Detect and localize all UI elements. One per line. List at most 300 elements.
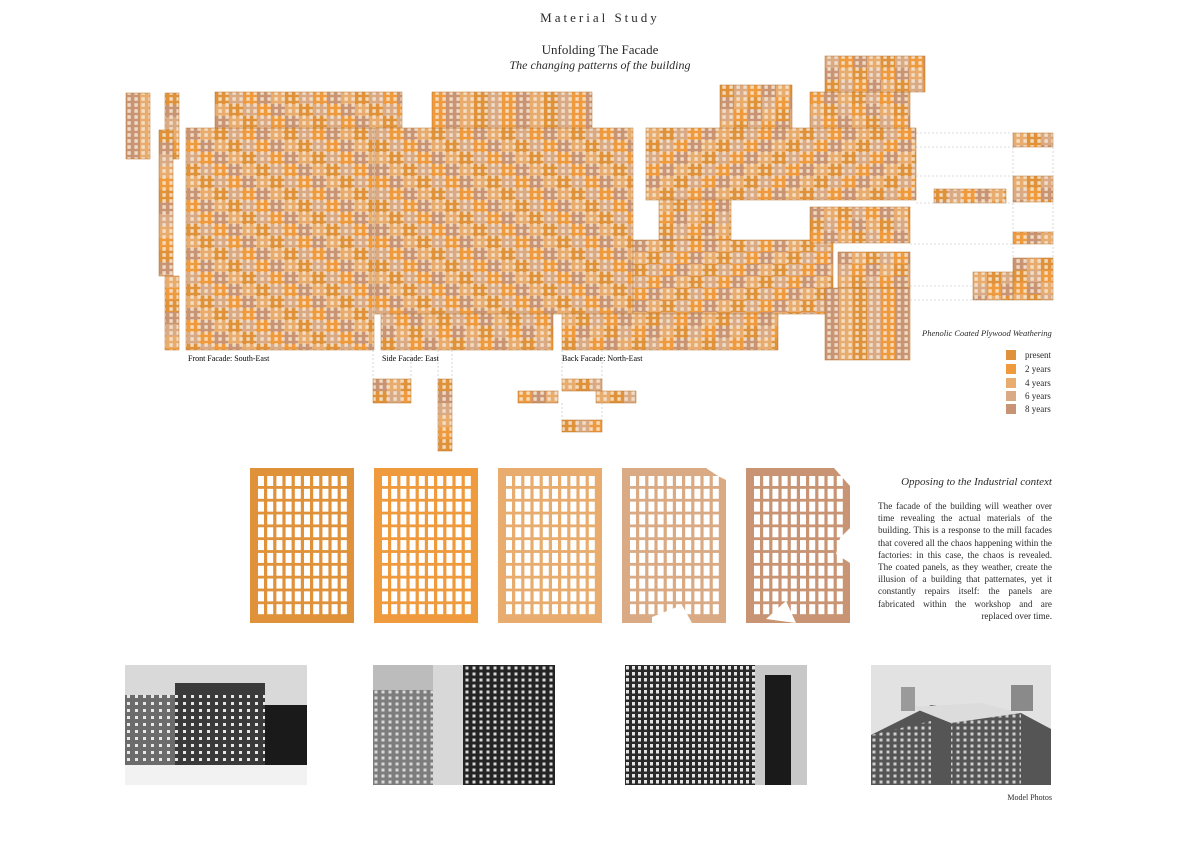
- panel-opening: [267, 553, 273, 563]
- facade-panel-openings: [507, 326, 521, 338]
- panel-opening: [713, 476, 719, 486]
- panel-opening: [456, 579, 462, 589]
- facade-panel-openings: [459, 128, 473, 140]
- panel-opening: [276, 591, 282, 601]
- facade-panel-openings: [200, 212, 214, 224]
- facade-panel-openings: [825, 312, 839, 324]
- facade-panel-openings: [165, 276, 179, 288]
- panel-opening: [258, 476, 264, 486]
- panel-opening: [428, 489, 434, 499]
- facade-panel-openings: [493, 326, 507, 338]
- facade-panel-openings: [326, 164, 340, 176]
- facade-panel-openings: [787, 312, 801, 314]
- facade-panel-openings: [270, 248, 284, 260]
- legend-item-6-years: 6 years: [1006, 390, 1051, 402]
- facade-panel-openings: [731, 264, 745, 276]
- facade-panel-openings: [501, 284, 515, 296]
- facade-panel-openings: [228, 128, 242, 140]
- facade-panel-openings: [242, 344, 256, 350]
- facade-panel-openings: [576, 379, 590, 391]
- facade-panel-openings: [140, 141, 150, 153]
- facade-panel-openings: [284, 308, 298, 320]
- facade-panel-openings: [375, 308, 389, 314]
- facade-panel-openings: [423, 314, 437, 326]
- facade-panel-openings: [1013, 145, 1027, 147]
- panel-opening: [400, 514, 406, 524]
- facade-panel-openings: [403, 248, 417, 260]
- facade-panel-openings: [445, 236, 459, 248]
- facade-panel-openings: [473, 212, 487, 224]
- facade-panel-openings: [375, 200, 389, 212]
- panel-opening: [800, 591, 806, 601]
- facade-panel-openings: [884, 188, 898, 200]
- facade-panel-openings: [326, 344, 340, 350]
- facade-panel-openings: [501, 212, 515, 224]
- facade-panel-openings: [270, 296, 284, 308]
- facade-panel-openings: [459, 248, 473, 260]
- facade-panel-openings: [242, 140, 256, 152]
- panel-opening: [391, 489, 397, 499]
- facade-panel-openings: [673, 236, 687, 240]
- facade-panel-openings: [702, 188, 716, 200]
- panel-opening: [419, 502, 425, 512]
- panel-opening: [630, 502, 636, 512]
- facade-panel-openings: [460, 116, 474, 128]
- facade-panel-openings: [518, 391, 532, 403]
- facade-panel-openings: [446, 104, 460, 116]
- panel-opening: [515, 553, 521, 563]
- facade-panel-openings: [284, 296, 298, 308]
- panel-opening: [772, 527, 778, 537]
- facade-panel-openings: [674, 152, 688, 164]
- panel-opening: [428, 527, 434, 537]
- facade-panel-openings: [744, 338, 758, 350]
- facade-panel-openings: [298, 296, 312, 308]
- facade-panel-openings: [243, 92, 257, 104]
- panel-opening: [580, 527, 586, 537]
- facade-panel-openings: [389, 188, 403, 200]
- facade-panel-openings: [242, 212, 256, 224]
- facade-panel-openings: [530, 92, 544, 104]
- facade-panel-openings: [716, 152, 730, 164]
- panel-opening: [589, 476, 595, 486]
- panel-opening: [286, 476, 292, 486]
- facade-panel-openings: [298, 200, 312, 212]
- panel-opening: [667, 514, 673, 524]
- facade-panel-openings: [610, 391, 624, 403]
- facade-panel-openings: [773, 300, 787, 312]
- facade-panel-openings: [389, 224, 403, 236]
- panel-opening: [639, 604, 645, 614]
- facade-panel-openings: [571, 200, 585, 212]
- facade-panel-openings: [661, 312, 675, 314]
- facade-panel-openings: [431, 188, 445, 200]
- panel-opening: [754, 553, 760, 563]
- panel-opening: [561, 553, 567, 563]
- facade-panel-openings: [842, 140, 856, 152]
- facade-panel-openings: [689, 252, 703, 264]
- panel-opening: [456, 566, 462, 576]
- facade-panel-openings: [403, 284, 417, 296]
- panel-opening: [286, 489, 292, 499]
- photos-caption: Model Photos: [1007, 793, 1052, 802]
- facade-panel-openings: [934, 189, 948, 201]
- facade-panel-openings: [368, 128, 374, 140]
- panel-opening: [552, 579, 558, 589]
- facade-panel-openings: [432, 116, 446, 128]
- facade-panel-openings: [298, 152, 312, 164]
- panel-opening: [437, 527, 443, 537]
- facade-panel-openings: [284, 272, 298, 284]
- facade-panel-openings: [674, 140, 688, 152]
- panel-opening: [639, 502, 645, 512]
- panel-opening: [828, 604, 834, 614]
- facade-panel-openings: [140, 129, 150, 141]
- panel-opening: [791, 579, 797, 589]
- facade-panel-openings: [786, 164, 800, 176]
- facade-panel-openings: [529, 164, 543, 176]
- facade-panel-openings: [431, 164, 445, 176]
- facade-panel-openings: [445, 128, 459, 140]
- facade-panel-openings: [298, 140, 312, 152]
- facade-panel-openings: [298, 320, 312, 332]
- facade-panel-openings: [186, 296, 200, 308]
- facade-panel-openings: [389, 200, 403, 212]
- panel-opening: [276, 579, 282, 589]
- facade-panel-openings: [368, 284, 374, 296]
- facade-panel-openings: [814, 188, 828, 200]
- facade-panel-openings: [1027, 258, 1041, 270]
- facade-panel-openings: [340, 200, 354, 212]
- facade-panel-openings: [731, 276, 745, 288]
- panel-opening: [685, 579, 691, 589]
- panel-opening: [428, 591, 434, 601]
- facade-panel-openings: [661, 288, 675, 300]
- panel-opening: [295, 476, 301, 486]
- facade-panel-openings: [599, 248, 613, 260]
- facade-panel-openings: [908, 276, 910, 288]
- facade-panel-openings: [431, 248, 445, 260]
- facade-panel-openings: [627, 188, 633, 200]
- panel-opening: [694, 514, 700, 524]
- facade-panel-openings: [543, 200, 557, 212]
- panel-opening: [809, 553, 815, 563]
- panel-opening: [437, 540, 443, 550]
- facade-panel-openings: [773, 240, 787, 252]
- facade-panel-openings: [701, 236, 715, 240]
- facade-panel-openings: [473, 284, 487, 296]
- facade-panel-openings: [571, 140, 585, 152]
- panel-opening: [391, 591, 397, 601]
- facade-panel-openings: [717, 300, 731, 312]
- panel-opening: [506, 502, 512, 512]
- facade-panel-openings: [159, 274, 173, 276]
- facade-panel-openings: [884, 176, 898, 188]
- panel-opening: [456, 489, 462, 499]
- facade-panel-openings: [744, 140, 758, 152]
- panel-opening: [791, 566, 797, 576]
- facade-panel-openings: [702, 338, 716, 350]
- panel-opening: [837, 476, 843, 486]
- facade-panel-openings: [312, 164, 326, 176]
- facade-panel-openings: [613, 308, 627, 314]
- facade-panel-openings: [438, 379, 452, 391]
- facade-panel-openings: [633, 240, 647, 252]
- panel-opening: [515, 604, 521, 614]
- facade-panel-openings: [502, 104, 516, 116]
- facade-panel-openings: [772, 326, 778, 338]
- facade-panel-openings: [515, 152, 529, 164]
- panel-opening: [828, 566, 834, 576]
- facade-panel-openings: [403, 176, 417, 188]
- panel-opening: [639, 540, 645, 550]
- facade-panel-openings: [375, 248, 389, 260]
- facade-panel-openings: [814, 128, 828, 140]
- facade-panel-openings: [702, 176, 716, 188]
- panel-opening: [561, 489, 567, 499]
- facade-panel-openings: [126, 153, 140, 159]
- facade-panel-openings: [312, 152, 326, 164]
- facade-panel-openings: [354, 248, 368, 260]
- facade-panel-openings: [618, 338, 632, 350]
- panel-opening: [809, 514, 815, 524]
- facade-panel-openings: [431, 236, 445, 248]
- facade-panel-openings: [839, 288, 853, 300]
- panel-board: [250, 468, 354, 623]
- panel-opening: [763, 514, 769, 524]
- facade-panel-openings: [521, 326, 535, 338]
- facade-panel-openings: [825, 80, 839, 92]
- facade-panel-openings: [646, 338, 660, 350]
- panel-opening: [630, 540, 636, 550]
- facade-panel-openings: [618, 326, 632, 338]
- facade-panel-openings: [824, 104, 838, 116]
- facade-panel-openings: [368, 344, 374, 350]
- panel-opening: [437, 566, 443, 576]
- facade-panel-openings: [159, 130, 173, 142]
- facade-panel-openings: [375, 272, 389, 284]
- facade-panel-openings: [395, 338, 409, 350]
- facade-panel-openings: [312, 128, 326, 140]
- facade-panel-openings: [354, 176, 368, 188]
- facade-panel-openings: [228, 332, 242, 344]
- facade-panel-openings: [431, 296, 445, 308]
- facade-panel-openings: [373, 379, 387, 391]
- facade-panel-openings: [417, 200, 431, 212]
- facade-panel-openings: [200, 164, 214, 176]
- facade-panel-openings: [717, 288, 731, 300]
- facade-panel-openings: [772, 188, 786, 200]
- facade-panel-openings: [417, 296, 431, 308]
- facade-panel-openings: [562, 314, 576, 326]
- panel-opening: [382, 476, 388, 486]
- facade-panel-openings: [368, 296, 374, 308]
- facade-panel-openings: [870, 140, 884, 152]
- panel-opening: [465, 591, 471, 601]
- facade-panel-openings: [340, 248, 354, 260]
- facade-panel-openings: [881, 80, 895, 92]
- panel-opening: [763, 566, 769, 576]
- facade-panel-openings: [825, 56, 839, 68]
- facade-panel-openings: [647, 300, 661, 312]
- panel-opening: [295, 489, 301, 499]
- facade-panel-openings: [613, 272, 627, 284]
- legend-swatch: [1006, 364, 1016, 374]
- legend-item-4-years: 4 years: [1006, 377, 1051, 389]
- facade-panel-openings: [515, 212, 529, 224]
- facade-panel-openings: [326, 248, 340, 260]
- facade-panel-openings: [586, 104, 592, 116]
- panel-opening: [694, 604, 700, 614]
- panel-opening: [515, 514, 521, 524]
- facade-panel-openings: [459, 260, 473, 272]
- facade-panel-openings: [715, 200, 729, 212]
- facade-panel-openings: [627, 140, 633, 152]
- facade-panel-openings: [786, 176, 800, 188]
- facade-panel-openings: [186, 128, 200, 140]
- text-body: The facade of the building will weather over time revealing the actual materials of the building. This is a response to the mill facades that covered all the chaos happening within the factories: in this case, the chaos is revealed. The coated panels, as they weather, create the illusion of a building that patternates, yet it constantly repairs itself: the panels are fabricated within the workshop and are replaced over time.: [878, 501, 1052, 621]
- facade-panel-openings: [772, 164, 786, 176]
- facade-panel-openings: [516, 116, 530, 128]
- facade-panel-openings: [772, 176, 786, 188]
- facade-panel-openings: [271, 104, 285, 116]
- weathering-panel-4: [622, 468, 726, 623]
- facade-panel-openings: [613, 236, 627, 248]
- facade-panel-openings: [543, 140, 557, 152]
- facade-panel-openings: [838, 231, 852, 243]
- facade-panel-openings: [529, 224, 543, 236]
- facade-panel-openings: [326, 332, 340, 344]
- facade-panel-openings: [298, 212, 312, 224]
- facade-panel-openings: [445, 176, 459, 188]
- facade-panel-openings: [562, 420, 576, 432]
- facade-panel-openings: [473, 236, 487, 248]
- panel-opening: [561, 591, 567, 601]
- facade-panel-openings: [340, 164, 354, 176]
- facade-panel-openings: [773, 312, 787, 314]
- panel-opening: [332, 502, 338, 512]
- facade-panel-openings: [1027, 270, 1041, 282]
- panel-opening: [446, 476, 452, 486]
- facade-panel-openings: [731, 312, 745, 314]
- facade-panel-openings: [894, 252, 908, 264]
- panel-opening: [818, 591, 824, 601]
- facade-panel-openings: [828, 140, 842, 152]
- panel-opening: [276, 514, 282, 524]
- panel-opening: [419, 566, 425, 576]
- facade-panel-openings: [473, 224, 487, 236]
- facade-panel-openings: [701, 212, 715, 224]
- panel-opening: [524, 514, 530, 524]
- facade-panel-openings: [368, 140, 374, 152]
- facade-panel-openings: [571, 188, 585, 200]
- facade-panel-openings: [1004, 189, 1006, 201]
- panel-opening: [515, 489, 521, 499]
- facade-panel-openings: [880, 264, 894, 276]
- facade-panel-openings: [716, 140, 730, 152]
- panel-opening: [313, 476, 319, 486]
- panel-opening: [391, 579, 397, 589]
- panel-opening: [580, 566, 586, 576]
- facade-panel-openings: [895, 324, 909, 336]
- panel-opening: [648, 527, 654, 537]
- panel-opening: [304, 476, 310, 486]
- panel-opening: [313, 553, 319, 563]
- facade-panel-openings: [214, 296, 228, 308]
- facade-panel-openings: [687, 236, 701, 240]
- legend-title: Phenolic Coated Plywood Weathering: [922, 328, 1052, 338]
- facade-panel-openings: [688, 152, 702, 164]
- facade-panel-openings: [270, 320, 284, 332]
- panel-opening: [313, 604, 319, 614]
- facade-panel-openings: [787, 288, 801, 300]
- facade-panel-openings: [689, 276, 703, 288]
- facade-panel-openings: [786, 152, 800, 164]
- facade-panel-openings: [867, 348, 881, 360]
- facade-panel-openings: [895, 80, 909, 92]
- panel-opening: [456, 591, 462, 601]
- facade-panel-openings: [501, 248, 515, 260]
- facade-panel-openings: [502, 116, 516, 128]
- facade-panel-openings: [200, 344, 214, 350]
- facade-panel-openings: [839, 336, 853, 348]
- facade-panel-openings: [340, 320, 354, 332]
- facade-panel-openings: [215, 116, 229, 128]
- panel-opening: [543, 591, 549, 601]
- facade-panel-openings: [381, 326, 395, 338]
- facade-panel-openings: [912, 152, 916, 164]
- facade-panel-openings: [368, 200, 374, 212]
- facade-panel-openings: [908, 252, 910, 264]
- panel-opening: [524, 553, 530, 563]
- facade-panel-openings: [228, 308, 242, 320]
- facade-panel-openings: [702, 164, 716, 176]
- panel-opening: [763, 476, 769, 486]
- panel-opening: [515, 502, 521, 512]
- facade-panel-openings: [368, 164, 374, 176]
- facade-panel-openings: [894, 219, 908, 231]
- facade-panel-openings: [140, 117, 150, 129]
- facade-panel-openings: [689, 240, 703, 252]
- facade-panel-openings: [354, 212, 368, 224]
- facade-panel-openings: [431, 272, 445, 284]
- facade-panel-openings: [229, 92, 243, 104]
- facade-panel-openings: [596, 391, 610, 403]
- facade-panel-openings: [870, 164, 884, 176]
- facade-panel-openings: [730, 152, 744, 164]
- facade-panel-openings: [242, 152, 256, 164]
- panel-opening: [322, 591, 328, 601]
- facade-panel-openings: [228, 152, 242, 164]
- facade-panel-openings: [242, 320, 256, 332]
- facade-panel-openings: [852, 252, 866, 264]
- facade-panel-openings: [898, 128, 912, 140]
- facade-panel-openings: [373, 391, 387, 403]
- facade-panel-openings: [298, 128, 312, 140]
- facade-panel-openings: [368, 260, 374, 272]
- facade-panel-openings: [585, 152, 599, 164]
- panel-opening: [713, 502, 719, 512]
- facade-panel-openings: [383, 92, 397, 104]
- facade-panel-openings: [772, 314, 778, 326]
- panel-opening: [809, 476, 815, 486]
- panel-opening: [313, 566, 319, 576]
- facade-panel-openings: [270, 212, 284, 224]
- panel-opening: [782, 476, 788, 486]
- facade-panel-openings: [557, 260, 571, 272]
- facade-panel-openings: [159, 154, 173, 166]
- facade-panel-openings: [340, 284, 354, 296]
